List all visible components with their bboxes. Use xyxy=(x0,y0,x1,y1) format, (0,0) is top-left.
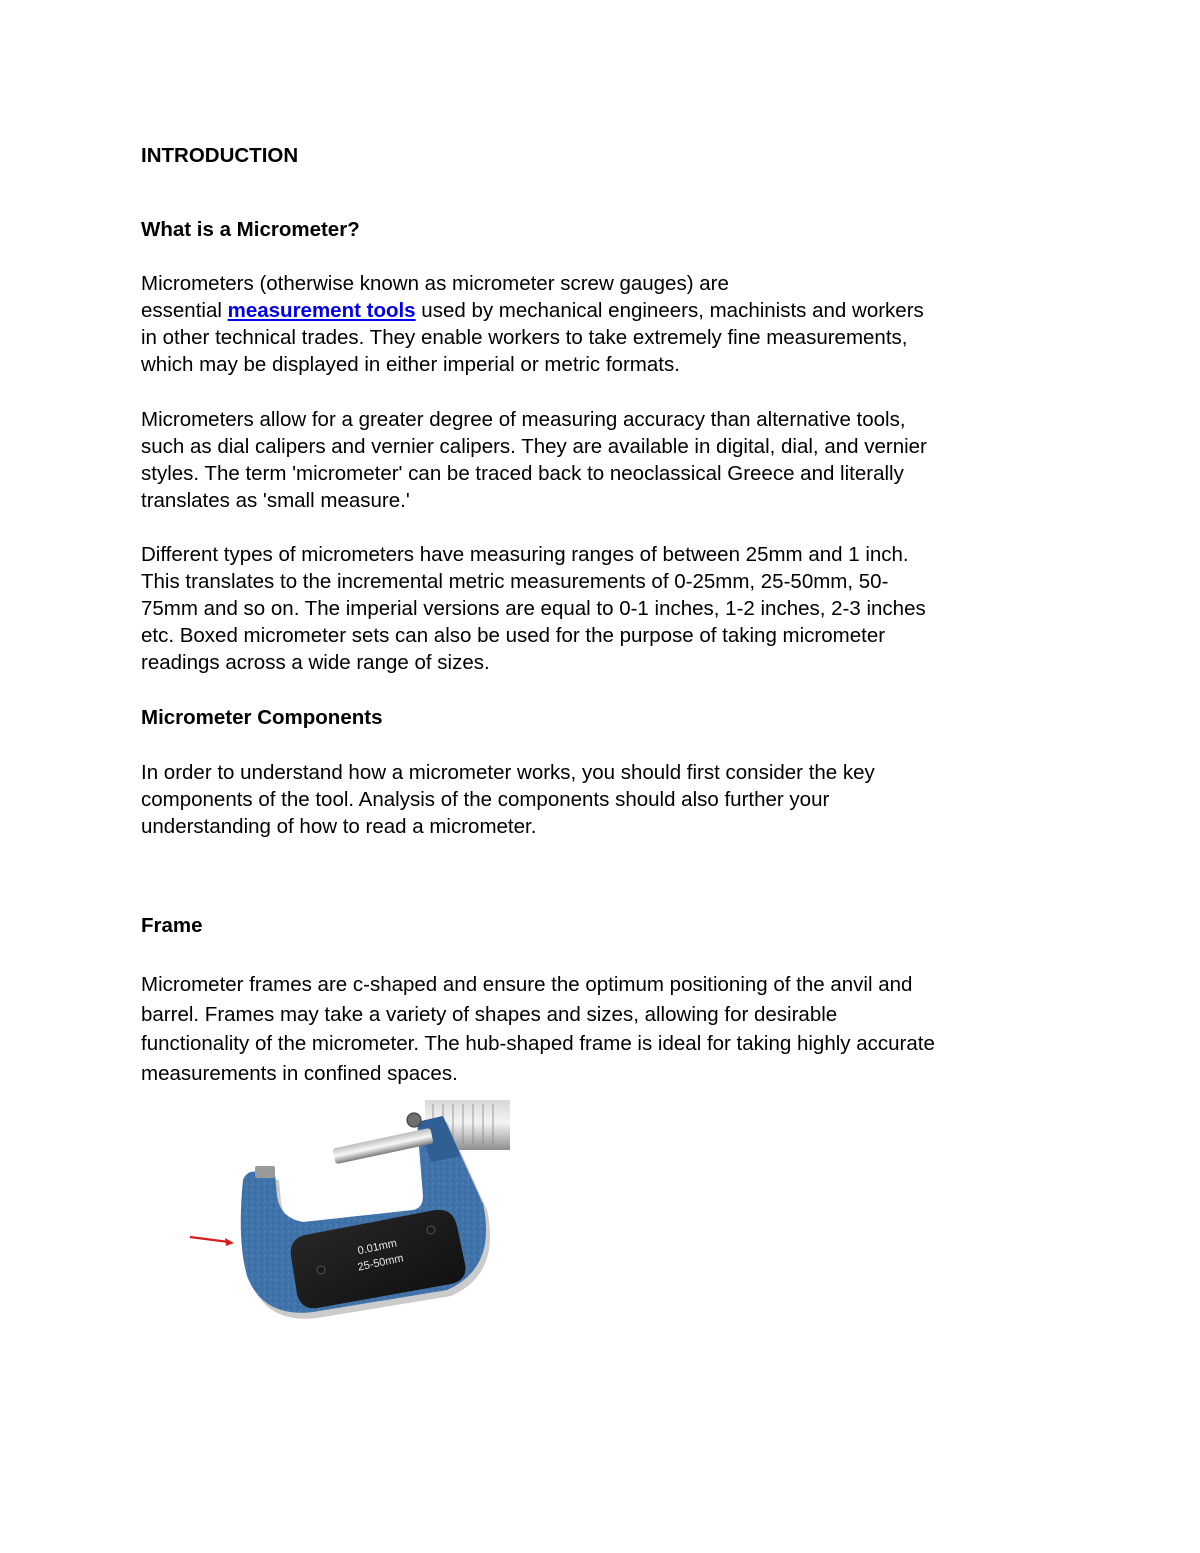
paragraph-line: such as dial calipers and vernier calipers. They are available in digital, dial, and vernier xyxy=(141,435,927,458)
spindle xyxy=(332,1113,433,1164)
text-fragment: essential xyxy=(141,299,228,322)
paragraph-line: which may be displayed in either imperial or metric formats. xyxy=(141,353,680,376)
components-heading: Micrometer Components xyxy=(141,706,383,729)
paragraph-line: 75mm and so on. The imperial versions are equal to 0-1 inches, 1-2 inches, 2-3 inches xyxy=(141,597,926,620)
frame-heading: Frame xyxy=(141,914,203,937)
paragraph-line: measurements in confined spaces. xyxy=(141,1061,458,1085)
paragraph-line: Micrometers (otherwise known as micrometer screw gauges) are xyxy=(141,272,729,295)
text-fragment: used by mechanical engineers, machinists and workers xyxy=(415,299,924,322)
paragraph-frame xyxy=(141,970,1061,1088)
paragraph-line: barrel. Frames may take a variety of shapes and sizes, allowing for desirable xyxy=(141,1002,838,1026)
paragraph-line: etc. Boxed micrometer sets can also be used for the purpose of taking micrometer xyxy=(141,624,886,647)
paragraph-definition xyxy=(141,270,1061,378)
paragraph-line xyxy=(141,297,1061,324)
measurement-tools-link[interactable]: measurement tools xyxy=(227,299,416,322)
paragraph-line: understanding of how to read a micrometer. xyxy=(141,815,537,838)
plate-resolution-text: 0.01mm xyxy=(356,1237,398,1258)
paragraph-components xyxy=(141,759,1061,840)
paragraph-ranges xyxy=(141,541,1061,676)
paragraph-line: translates as 'small measure.' xyxy=(141,489,410,512)
pointer-arrow xyxy=(190,1237,234,1246)
paragraph-line: functionality of the micrometer. The hub-shaped frame is ideal for taking highly accurate xyxy=(141,1032,935,1055)
plate-range-text: 25-50mm xyxy=(356,1252,405,1274)
paragraph-line: styles. The term 'micrometer' can be traced back to neoclassical Greece and literally xyxy=(141,462,904,485)
introduction-heading: INTRODUCTION xyxy=(141,144,299,167)
micrometer-illustration xyxy=(185,1100,510,1322)
paragraph-line: This translates to the incremental metric measurements of 0-25mm, 25-50mm, 50- xyxy=(141,570,889,593)
paragraph-line: Micrometer frames are c-shaped and ensure the optimum positioning of the anvil and xyxy=(141,973,913,996)
paragraph-line: readings across a wide range of sizes. xyxy=(141,651,490,674)
what-is-micrometer-heading: What is a Micrometer? xyxy=(141,218,360,241)
anvil xyxy=(255,1166,275,1178)
paragraph-accuracy xyxy=(141,406,1061,514)
paragraph-line: In order to understand how a micrometer works, you should first consider the key xyxy=(141,761,875,784)
paragraph-line: in other technical trades. They enable workers to take extremely fine measurements, xyxy=(141,326,908,349)
lock-screw xyxy=(407,1113,421,1127)
paragraph-line: Micrometers allow for a greater degree of measuring accuracy than alternative tools, xyxy=(141,408,906,431)
paragraph-line: Different types of micrometers have measuring ranges of between 25mm and 1 inch. xyxy=(141,543,909,566)
paragraph-line: components of the tool. Analysis of the components should also further your xyxy=(141,788,830,811)
micrometer-frame-figure xyxy=(185,1100,510,1322)
